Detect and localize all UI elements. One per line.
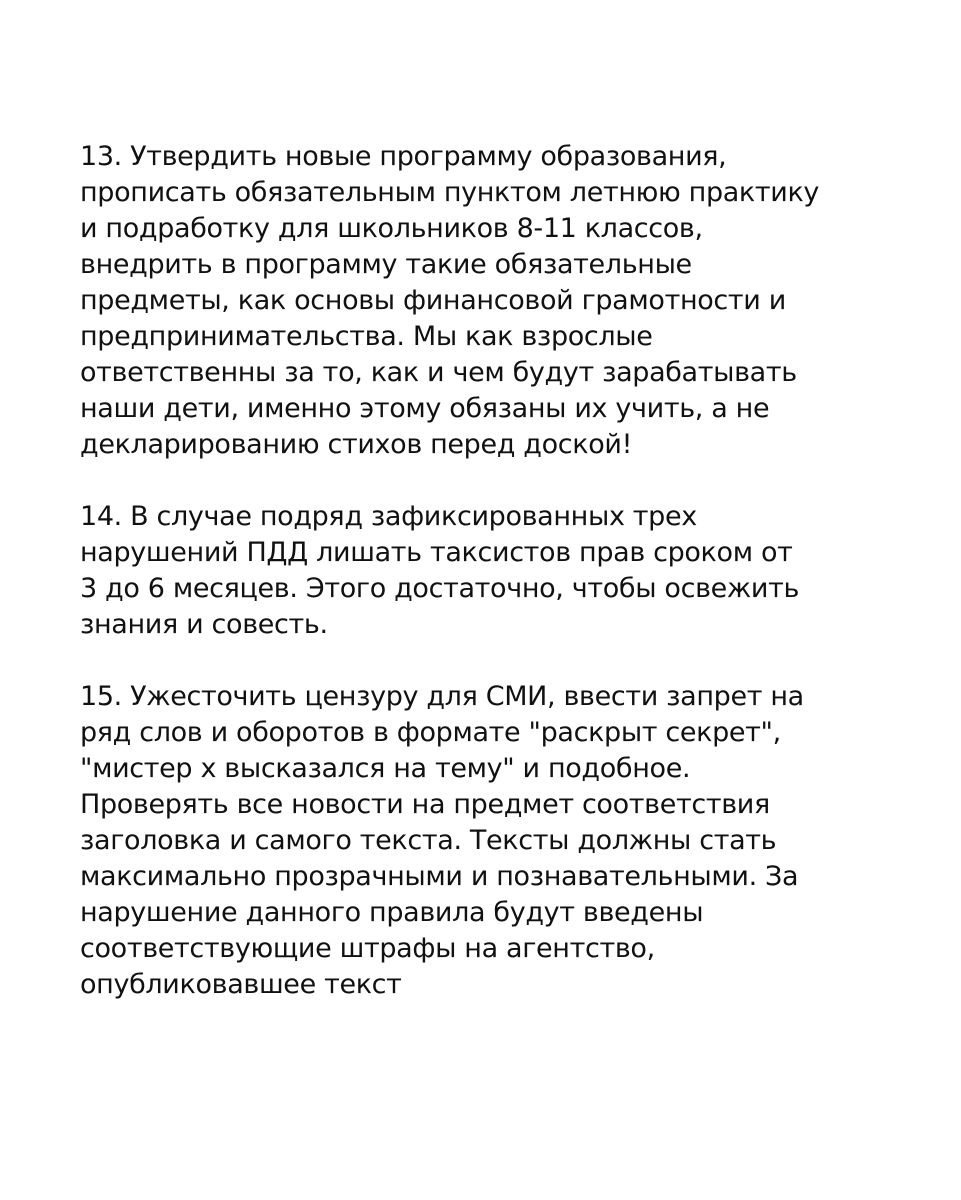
text-line: предметы, как основы финансовой грамотности и xyxy=(80,285,786,316)
document-text xyxy=(80,139,910,1039)
list-item-13 xyxy=(80,139,910,463)
text-line: 14. В случае подряд зафиксированных трех xyxy=(80,501,697,532)
text-line: декларированию стихов перед доской! xyxy=(80,429,633,460)
text-line: максимально прозрачными и познавательными. За xyxy=(80,861,799,892)
text-line: ответственны за то, как и чем будут зарабатывать xyxy=(80,357,797,388)
text-line: наши дети, именно этому обязаны их учить, а не xyxy=(80,393,770,424)
text-line: предпринимательства. Мы как взрослые xyxy=(80,321,653,352)
text-line: внедрить в программу такие обязательные xyxy=(80,249,692,280)
text-line: нарушений ПДД лишать таксистов прав сроком от xyxy=(80,537,793,568)
text-line: и подработку для школьников 8-11 классов, xyxy=(80,213,703,244)
text-line: 15. Ужесточить цензуру для СМИ, ввести запрет на xyxy=(80,681,804,712)
text-line: ряд слов и оборотов в формате "раскрыт секрет", xyxy=(80,717,781,748)
text-line: прописать обязательным пунктом летнюю практику xyxy=(80,177,820,208)
text-line: "мистер х высказался на тему" и подобное. xyxy=(80,753,691,784)
text-line: опубликовавшее текст xyxy=(80,969,402,1000)
text-line: знания и совесть. xyxy=(80,609,328,640)
text-line: нарушение данного правила будут введены xyxy=(80,897,704,928)
text-line: соответствующие штрафы на агентство, xyxy=(80,933,655,964)
list-item-15 xyxy=(80,679,910,1003)
text-line: 13. Утвердить новые программу образования, xyxy=(80,141,727,172)
text-line: Проверять все новости на предмет соответствия xyxy=(80,789,770,820)
list-item-14 xyxy=(80,499,910,643)
text-line: 3 до 6 месяцев. Этого достаточно, чтобы освежить xyxy=(80,573,800,604)
text-line: заголовка и самого текста. Тексты должны стать xyxy=(80,825,777,856)
